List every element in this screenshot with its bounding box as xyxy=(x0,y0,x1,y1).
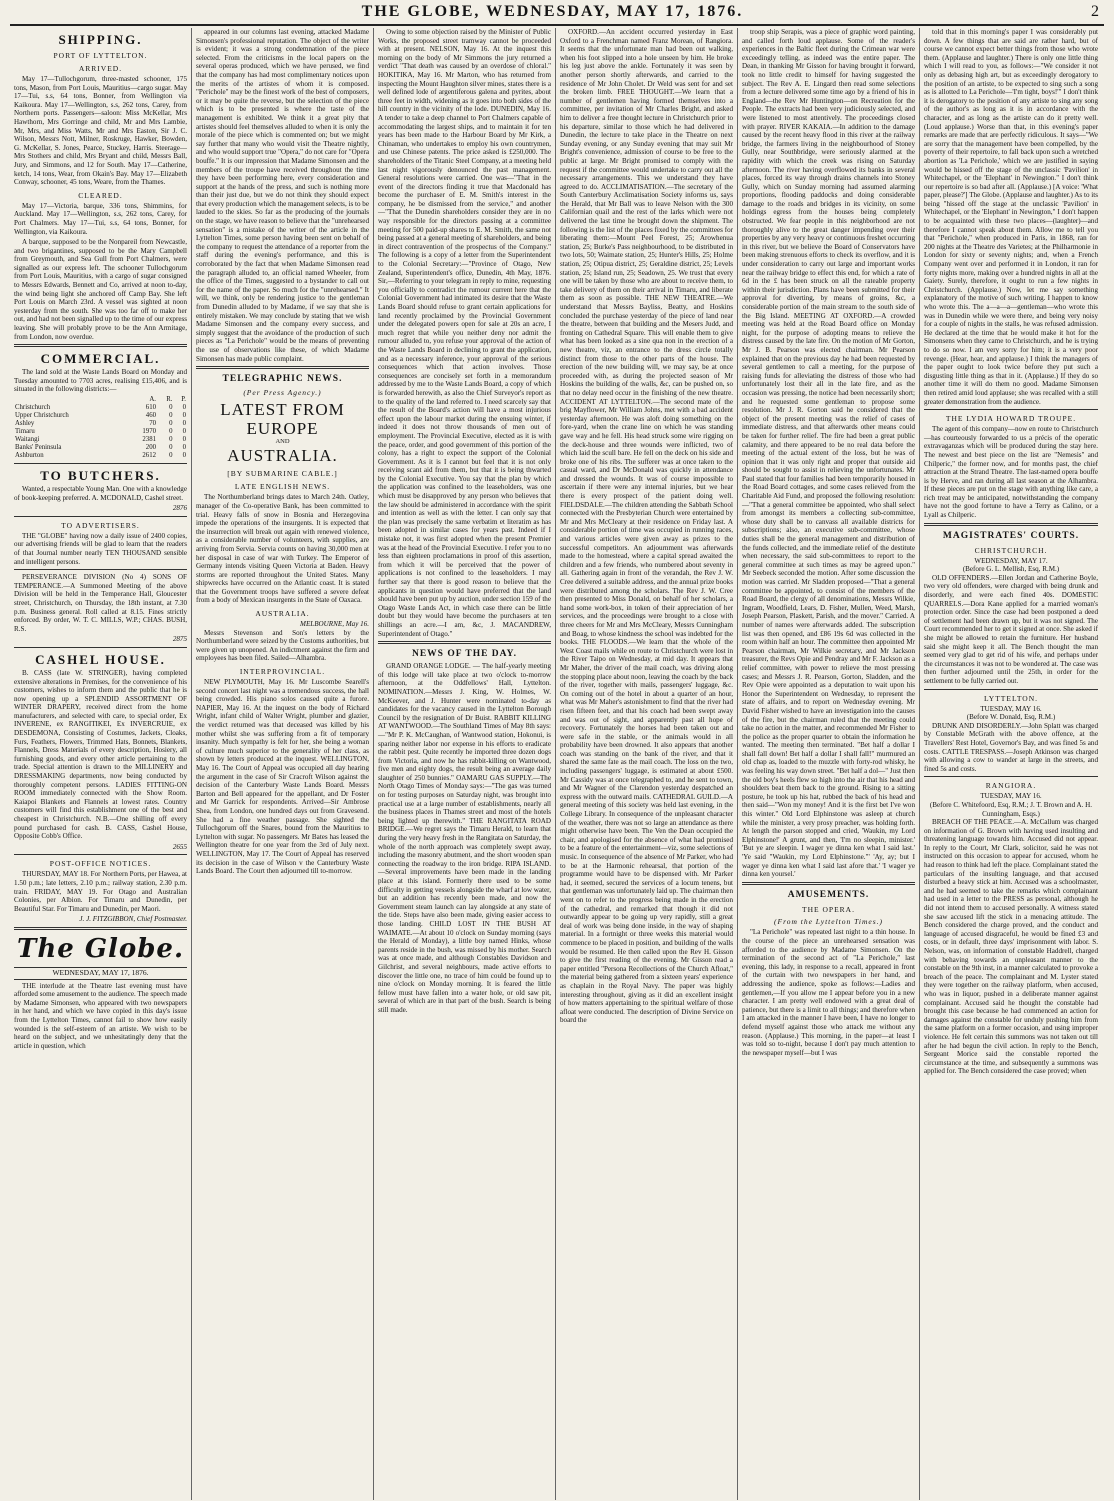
divider xyxy=(14,463,187,464)
land-table-head xyxy=(14,396,187,404)
cable-note: [BY SUBMARINE CABLE.] xyxy=(227,469,338,479)
table-row xyxy=(14,428,187,436)
page-number: 2 xyxy=(1090,3,1100,20)
divider xyxy=(924,689,1098,690)
column-5 xyxy=(738,28,920,1500)
columns xyxy=(10,28,1104,1500)
interprovincial-heading: INTERPROVINCIAL. xyxy=(239,667,326,677)
acreage-cell: 1970 xyxy=(142,428,156,435)
lyttelton-bench: (Before W. Donald, Esq, R.M.) xyxy=(966,713,1056,722)
lyttelton-heading: LYTTELTON. xyxy=(983,693,1039,703)
divider xyxy=(196,366,369,369)
butchers-heading: TO BUTCHERS. xyxy=(40,468,161,483)
masthead xyxy=(10,0,1104,26)
cashel-ad-number: 2655 xyxy=(172,842,187,851)
district-cell: Timaru xyxy=(15,428,35,435)
divider xyxy=(14,927,187,930)
advertisers-text: THE "GLOBE" having now a daily issue of 2400 copies, our advertising friends will be glad to learn that the readers of that Journal number nearly TEN THOUSAND sensible and intelligent persons. xyxy=(14,531,187,566)
and-label: AND xyxy=(275,437,290,445)
table-row xyxy=(14,412,187,420)
christchurch-bench: (Before G. L. Mellish, Esq, R.M.) xyxy=(962,565,1060,574)
column-1 xyxy=(10,28,192,1500)
cleared-text: May 17—Victoria, barque, 336 tons, Shimmins, for Auckland. May 17—Wellington, s.s, 262 tons, Carey, for Port Chalmers. May 17—Tui, s.s, 64 tons, Bonner, for Wellington, via Kaikoura. xyxy=(14,201,187,236)
interprovincial-text: NEW PLYMOUTH, May 16. Mr Luscombe Searell's second concert last night was a tremendous success, the hall being crowded. His piano solos caused quite a furore. NAPIER, May 16. At the inquest on the body of Richard Wright, infant child of Walter Wright, plumber and glazier, the verdict returned was that deceased was killed by his mother whilst she was suffering from a fit of temporary insanity. Much sympathy is felt for her, she being a woman of culture much superior to the generality of her class, as shown by letters produced at the inquest. WELLINGTON, May 16. The Court of Appeal was occupied all day hearing the argument in the case of Sir Cracroft Wilson against the decision of the Canterbury Waste Lands Board. Messrs Barton and Bell appeared for the appellant, and Dr Foster and Mr Garrick for respondents. Arrived—Sir Ambrose Shea, from London, one hundred days out from Gravesend. She had a fine weather passage. She sighted the Tullochgorum off the Snares, bound from the Mauritius to Lyttelton with sugar. No passengers. Mr Bates has leased the Wellington theatre for one year from the 3rd of July next. WELLINGTON, May 17. The Court of Appeal has reserved its decision in the case of Wilson v the Canterbury Waste Lands Board. The Court then adjourned till to-morrow. xyxy=(196,678,369,876)
rangiora-heading: RANGIORA. xyxy=(985,781,1037,791)
acreage-cell: 0 xyxy=(169,436,173,443)
district-cell: Banks' Peninsula xyxy=(15,444,62,451)
leader-text: THE interlude at the Theatre last evening must have afforded some amusement to the audience. The speech made by Madame Simonsen, who appeared with two newspapers in her hand, and which we have copied in this day's issue from the Lyttelton Times, cannot fail to show how easily wounded is the self-esteem of an artiste. We wish to be heard on the subject, and we unhesitatingly deny that the article in question, which xyxy=(14,981,187,1050)
column-2 xyxy=(192,28,374,1500)
divider xyxy=(924,523,1098,526)
butchers-text: Wanted, a respectable Young Man. One with a knowledge of book-keeping preferred. A. MCDONALD, Cashel street. xyxy=(14,485,187,502)
table-row xyxy=(14,444,187,452)
land-table-header-cell: P. xyxy=(181,396,186,403)
column-6 xyxy=(920,28,1102,1500)
acreage-cell: 0 xyxy=(169,420,173,427)
christchurch-date: WEDNESDAY, MAY 17. xyxy=(974,556,1048,565)
divider xyxy=(14,854,187,855)
acreage-cell: 0 xyxy=(169,412,173,419)
acreage-cell: 0 xyxy=(182,452,186,459)
lyttelton-date: TUESDAY, MAY 16. xyxy=(980,704,1042,713)
land-table-header-cell xyxy=(14,396,126,404)
cashel-text: B. CASS (late W. STRINGER), having completed extensive alterations in Premises, for the convenience of his customers, wishes to inform them and the public that he is now opening up a SPLENDID ASSORTMENT OF WINTER DRAPERY, received direct from the home manufacturers, and selected with care, to special order, Ex INVERENE, ex RANGITIKEI, Ex INVERCRUIE, ex DESDEMONA, Consisting of Costumes, Jackets, Cloaks, Furs, Feathers, Flowers, Trimmed Hats, Bonnets, Blankets, Flannels, Dress Materials of every description, Hosiery, all furnishing goods, and every other article pertaining to the trade. Special attention is drawn to the MILLINERY and DRESSMAKING departments, now being conducted by thoroughly competent persons. LADIES FITTING-ON ROOM immediately connected with the Show Room. Kaiapoi Blankets and Flannels at lowest rates. Country customers will find this establishment one of the best and cheapest in Christchurch. N.B.—One shilling off every pound purchased for cash. B. CASS, Cashel House, Opposite Cobb's Office. xyxy=(14,668,187,841)
troupe-text: The agent of this company—now en route to Christchurch—has courteously forwarded to us a précis of the operatic extravaganzas which will be produced during the stay here. The newest and best piece on the list are "Nemesis" and Chilperic," the former now, and for months past, the chief attraction at the Strand Theatre. The last-named opera bouffe is by Herve, and ran during all last season at the Alhambra. If these pieces are put on the stage with anything like care, a rich treat may be anticipated, notwithstanding the company have not the good fortune to have a Terry as Calino, or a Lyall as Chilperic. xyxy=(924,425,1098,520)
district-cell: Ashley xyxy=(15,420,35,427)
acreage-cell: 0 xyxy=(182,420,186,427)
shipping-note: A barque, supposed to be the Nonpareil from Newcastle, and two brigantines, supposed to be the Mary Campbell from Greymouth, and Sea Gull from Port Chalmers, were signalled as our express left. The schooner Tullochgorum from Port Louis, Mauritius, with a cargo of sugar consigned to Messrs Edwards, Bennett and Co, arrived at noon to-day, the wind being light she anchored off Camp Bay. She left Port Louis on March 23rd. A vessel was sighted at noon yesterday from the south. She was too far off to make her out, and had not been signalled up to the time of our express leaving. She will probably prove to be the Ann Armitage, from London, now overdue. xyxy=(14,238,187,341)
english-news-text: The Northumberland brings dates to March 24th. Oatley, manager of the Co-operative Bank, has been committed to trial. Heavy falls of snow in Bosnia and Herzegovina impede the operations of the insurgents. It is expected that the insurrection will break out again with renewed violence, as a considerable number of volunteers, with supplies, are arriving from Servia. Servia counts on having 30,000 men at her disposal in case of war with Turkey. The Emperor of Germany intends visiting Queen Victoria at Baden. Heavy storms are reported throughout the United States. Many shipwrecks have occurred on the Atlantic coast. It is stated that the Government troops have suffered a severe defeat from a body of Mexican insurgents in the State of Oaxaca. xyxy=(196,493,369,605)
rangiora-date: TUESDAY, MAY 16. xyxy=(980,792,1042,801)
perseverance-text: PERSEVERANCE DIVISION (No 4) SONS OF TEMPERANCE.—A Summoned Meeting of the above Division will be held in the Temperance Hall, Gloucester street, Christchurch, on Thursday, the 18th instant, at 7.30 p.m. Business general. Roll called at 8.15. Fines strictly enforced. By order, W. T. C. MILLS, W.P.; CHAS. BUSH, R.S. xyxy=(14,573,187,633)
acreage-cell: 0 xyxy=(182,436,186,443)
news-continued-2: troop ship Serapis, was a piece of graphic word painting, and called forth loud applause. Some of the reader's experiences in the Baltic fleet during the Crimean war were exceedingly telling, as indeed was the entire paper. The Dean, in thanking Mr Gisson for having brought it forward, took no little credit to himself for having suggested the subject. The Rev A. E. Lingard then read some selections from a lecture delivered some time ago by a friend of his in England—the Rev Mr Huntington—on Recreation for the People. The extracts had been very judiciously selected, and were listened to most attentively. The proceedings closed with prayer. RIVER KAKAIA.—In addition to the damage caused by the recent heavy flood in this river at the railway bridge, the farmers living in the neighbourhood of Stoney Gully, near Southbridge, were seriously alarmed at the rapidity with which the creek was rising on Saturday afternoon. The river having overflowed its banks in several places, forced its way through drains channels into Stoney Gully, which on Sunday morning had assumed alarming proportions, flooding paddocks and doing considerable damage to the roads and bridges in its vicinity, on some holdings egress from the houses being completely obstructed. We fear people in this neighborhood are not thoroughly alive to the great danger impending over their properties by any very heavy or continuous freshet occurring in this river, but we believe the Board of Conservators have been making strenuous efforts to check its overflow, and it is under consideration to carry out large and important works near the railway bridge to effect this end, for which a rate of 6d in the £ has been struck on all the rateable property within their jurisdiction. Plans have been submitted for their approval for diverting, by means of groins, &c, a considerable portion of the main stream to the south side of the Big Island. MEETING AT OXFORD.—A crowded meeting was held at the Road Board office on Monday night, for the purpose of adopting means to relieve the distress caused by the late fire. On the motion of Mr Gorton, Mr J. B. Pearson was elected chairman. Mr Pearson explained that on the previous day he had been requested by several gentlemen to call a meeting, for the purpose of raising funds for alleviating the distress of those who had unfortunately lost their all in the late fire, and as the occasion was pressing, the notice had been necessarily short; and he requested some gentleman to propose some resolution. Mr J. R. Gorton said he considered that the object of the present meeting was the relief of cases of immediate distress, and that afterwards other means could be taken for further relief. The fire had been a great public calamity, and there appeared to be no real data before the meeting of the actual extent of the loss, but he was of opinion that it was only right and proper that outside aid should be sought to assist in relieving the unfortunates. Mr Paul stated that four families had been temporarily housed in the Road Board cottages, and some cases relieved from the Charitable Aid Fund, and proposed the following resolution:—"That a general committee be appointed, who shall select from amongst its members a collecting sub-committee, whose duty shall be to canvass all available districts for subscriptions; also, an executive sub-committee, whose duties shall be the general management and distribution of the funds collected, and the immediate relief of the destitute when necessary, the said sub-committees to report to the general committee at such times as may be agreed upon." Mr Seebeck seconded the motion. After some discussion the motion was carried. Mr Sladden proposed—"That a general committee be appointed, to consist of the members of the Road Board, the clergy of all denominations, Messrs Wilkie, Ingram, Woodfield, Lears, D. Fisher, Mullen, Weed, Marsh, Joseph Pearson, Plaskett, Parish, and the mover." Carried. A number of names were afterwards added. The subscription list was then opened, and £86 19s 6d was collected in the room within half an hour. The committee then appointed Mr Pearson chairman, Mr Wilkie secretary, and Mr Jackson treasurer, the Revs Opie and Pendray and Mr F. Jackson as a relief committee, with power to relieve the most pressing cases; and Messrs J. R. Pearson, Gorton, Sladden, and the Rev Opie were appointed as a deputation to wait upon his Honor the Superintendent on Wednesday, to represent the state of affairs, and to report on Wednesday evening. Mr David Fisher wished to have an investigation into the causes of the fire, but the chairman ruled that the meeting could take no action in the matter, and recommended Mr Fisher to the police as the proper quarter to obtain the information he wanted. The meeting then terminated. "Bet half a dollar I shall fall down! Bet half a dollar I shall fall!" murmured an old chap as, loaded to the muzzle with forty-rod whisky, he was feeling his way down street. "Bet half a dol—" Just then the old boy's heels flew so high into the air that his head and shoulders beat them back to the ground. Rising to a sitting posture, he took up his hat, rubbed the back of his head and then said—"Won my money! And it is the first bet I've won this winter." Old Lord Elphinstone was asleep at church while the minister, a very prosy preacher, was holding forth. At length the parson stopped and cried, 'Waukin, my Lord Elphinstone!' A grunt, and then, 'I'm no sleepin, minister.' 'But ye are sleepin. I wager ye dinna ken what I said last.' 'Ye said "Waukin, my Lord Elphinstone."' 'Ay, ay; but I wager ye dinna ken what I said last afore that.' 'I wager ye dinna ken yoursel.' xyxy=(742,28,915,879)
land-table-header-cell: A. xyxy=(149,396,156,403)
divider xyxy=(14,647,187,648)
leader-continued: appeared in our columns last evening, attacked Madame Simonsen's professional reputation. The object of the writer is evident; it was a strong condemnation of the piece selected. From the criticisms in the local papers on the several operas produced, which we have perused, we find that the company has had most complimentary notices upon the merits of the artistes of whom it is composed. "Perichole" may be the finest work of the best of composers, or it may be quite the reverse, but the selection of the piece which is to be presented is where the taste of the management is exhibited. We think it a great pity that artistes should feel themselves alluded to when it is only the morale of the piece which is commented on; but we might say further that many who would visit the Theatre nightly, and who would support true "Opera," do not care for "Opera bouffe." It is our impression that Madame Simonsen and the members of the troupe have received throughout the time they have been performing here, every consideration and support at the hands of the press, and such is nothing more than their just due, but we do not think they should expect that every production which the management selects, is to be lauded to the skies. So far as the producing of the journals on the stage, we have reason to believe that the "unrehearsed sensation" is a mistake of the writer of the article in the Lyttelton Times, some person having been sent on behalf of the company to request the attendance of a reporter from the staff during the evening's performance, and this is corroborated by the fact that when Madame Simonsen read the paragraph alluded to, an official named Wheeler, from the office of the Times, suggested to a bystander to call out for the name of the paper. So much for the "unrehearsed." It will, we think, only be rendering justice to the gentleman from Dunedin alluded to by Madame, if we say that she is entirely mistaken. We may conclude by stating that we wish Madame Simonsen and the company every success, and simply suggest that the avoidance of the production of such pieces as "La Perichole" would be the means of preventing the use of observations like these, of which Madame Simonsen has made public complaint. xyxy=(196,28,369,363)
rangiora-bench: (Before C. Whitefoord, Esq, R.M.; J. T. Brown and A. H. Cunningham, Esqs.) xyxy=(929,800,1093,818)
district-cell: Upper Christchurch xyxy=(15,412,69,419)
christchurch-text: OLD OFFENDERS.—Ellen Jordan and Catherine Boyle, two very old offenders, were charged with being drunk and disorderly, and were each fined 40s. DOMESTIC QUARRELS.—Dora Kane applied for a married woman's protection order. Since the case had been postponed a deed of settlement had been drawn up, but it was not signed. The Court recommended her to get it signed at once. She asked if she might be allowed to retain the furniture. Her husband said she might keep it all. The Bench thought the man seemed very glad to get rid of his wife, and perhaps under the circumstances it was not to be wondered at. The case was then further adjourned until the 25th, in order for the settlement to be fully carried out. xyxy=(924,573,1098,685)
district-cell: Waitangi xyxy=(15,436,40,443)
opera-heading: THE OPERA. xyxy=(802,904,855,914)
cleared-label: CLEARED. xyxy=(78,190,123,200)
acreage-cell: 70 xyxy=(149,420,156,427)
troupe-heading: THE LYDIA HOWARD TROUPE. xyxy=(945,414,1077,424)
telegraphic-heading: TELEGRAPHIC NEWS. xyxy=(222,374,343,385)
divider xyxy=(924,776,1098,777)
news-of-day-heading: NEWS OF THE DAY. xyxy=(411,649,518,660)
advertisers-heading: TO ADVERTISERS. xyxy=(61,520,140,530)
latest-europe-heading: LATEST FROM EUROPE xyxy=(220,399,345,438)
melbourne-dateline: MELBOURNE, May 16. xyxy=(300,620,369,629)
column-4 xyxy=(556,28,738,1500)
acreage-cell: 0 xyxy=(169,452,173,459)
acreage-cell: 610 xyxy=(145,404,156,411)
acreage-cell: 200 xyxy=(145,444,156,451)
divider xyxy=(14,569,187,570)
lyttelton-text: DRUNK AND DISORDERLY.—John Splatt was charged by Constable McGrath with the above offence, at the Travellers' Rest Hotel, Governor's Bay, and was fined 5s and costs. CATTLE TRESPASS.—Joseph Atkinson was charged with allowing a cow to wander at large in the streets, and fined 5s and costs. xyxy=(924,721,1098,773)
telegraphic-source: (Per Press Agency.) xyxy=(243,388,322,398)
port-heading: PORT OF LYTTELTON. xyxy=(53,51,148,60)
acreage-cell: 0 xyxy=(169,428,173,435)
interprovincial-continued: Owing to some objection raised by the Minister of Public Works, the proposed street tramway cannot be proceeded with at present. NELSON, May 16. At the inquest this morning on the body of Mr Simmons the jury returned a verdict "That death was caused by an overdose of chloral." HOKITIKA, May 16. Mr Marton, who has returned from inspecting the Mount Haughton silver mines, states there is a well defined lode of argentiferous galena and pyrites, about three feet in width, widening as it goes into both sides of the hill country in the vicinity of the lode. DUNEDIN, May 16. A tender to take a deep channel to Port Chalmers capable of accommodating the largest ships, and to maintain it for ten years has been made to the Harbour Board by Mr Kirk, a Chinaman, who undertakes to employ his own countrymen, and use Chinese patents. The price asked is £250,000. The shareholders of the Titanic Steel Company, at a meeting held last night vigorously denounced the past management. General resolutions were carried. One was—"That in the event of the directors finding it true that Macdonald has become the purchaser of E. M. Smith's interest in the company, he be dismissed from the service," and another—"That the Dunedin shareholders consider they are in no way responsible for the directors passing at a committee meeting for 500 paid-up shares to E. M. Smith, the same not being passed at a general meeting of shareholders, and being in direct contravention of the prospectus of the Company." The following is a copy of a letter from the Superintendent to the Colonial Secretary:—"Province of Otago, New Zealand, Superintendent's office, Dunedin, 4th May, 1876. Sir,—Referring to your telegram in reply to mine, requesting you officially to contradict the rumour current here that the Colonial Government had intimated its desire that the Waste Lands Board should refuse to grant certain applications for land recently proclaimed by the Provincial Government under the delegated powers open for sale at 20s an acre, I much regret that while you neither deny nor admit the rumour alluded to, you refuse your approval of the action of the Waste Lands Board in declining to grant the application, and as a necessary inference, your approval of the serious consequences which that action involves. Those consequences are concisely set forth in a memorandum addressed by me to the Waste Lands Board, a copy of which is forwarded herewith, as also the Chief Surveyor's report as to the quality of the land referred to. I need scarcely say that the result of the Board's action will have a most injurious effect upon the labour market during the ensuing winter, if indeed it does not throw thousands of men out of employment. The Provincial Executive, elected as it is with the peace, order, and good government of this portion of the colony, has a right to expect the support of the Colonial Government. As it is I cannot but feel that it is not only receiving scant aid from them, but that it is being thwarted by the Colonial Executive. You say that the plan by which the application was confined to the leaseholders, was one which must be disapproved by any person who believes that the law should be administered in accordance with the spirit and intention as well as with the letter. I can only say that the plan was precisely the same verbatim et literatim as has been adopted in similar cases for years past. Indeed if I mistake not, it was first adopted when the present Premier was at the head of the Provincial Executive. I refer you to no less than eighteen proclamations in proof of this assertion, from which it will be perceived that the power of applications is not confined to the leaseholders. I may further say that there is good reason to believe that the applicants in question would have preferred that the land should have been put up by auction, under section 159 of the Otago Waste Lands Act, in which case there can be little doubt but they would have become the purchasers at ten shillings an acre.—I am, &c, J. MACANDREW, Superintendent of Otago." xyxy=(378,28,551,638)
divider xyxy=(924,409,1098,410)
postoffice-text: THURSDAY, MAY 18. For Northern Ports, per Hawea, at 1.50 p.m.; late letters, 2.10 p.m.; railway station, 2.30 p.m. train. FRIDAY, MAY 19. For Otago and Australian Colonies, per Albion. For Timaru and Dunedin, per Beautiful Star. For Timaru and Dunedin, per Maori. xyxy=(14,870,187,913)
table-row xyxy=(14,436,187,444)
commercial-heading: COMMERCIAL. xyxy=(40,351,161,367)
acreage-cell: 2381 xyxy=(142,436,156,443)
australia-big-heading: AUSTRALIA. xyxy=(227,446,338,466)
cashel-heading: CASHEL HOUSE. xyxy=(35,651,166,667)
table-row xyxy=(14,420,187,428)
amusements-heading: AMUSEMENTS. xyxy=(787,889,870,900)
postoffice-heading: POST-OFFICE NOTICES. xyxy=(49,859,152,869)
rangiora-text: BREACH OF THE PEACE.—A. McCallum was charged on information of G. Brown with having used insulting and threatening language towards him. Accused did not appear. In reply to the Court, Mr Clark, solicitor, said he was not instructed on this occasion to appear for accused, whom he had reason to think had left the place. Complainant stated the particulars of the insulting language, and that accused disturbed a heavy stick at him. Accused was a schoolmaster, and he had seemed to take the remarks which complainant had used in a letter to the PRESS as personal, although he did not intend them to accused personally. A witness stated she saw accused lift the stick in a menacing attitude. The Bench considered the charge proved, and the conduct and language of accused disgraceful, he would be fined £3 and costs, or in default, three days' imprisonment with labor. S. Nelson, was, on information of constable Haddrell, charged with behaving towards an unpleasant manner to the constable on the 9th inst, in a manner calculated to provoke a breach of the peace. The complainant and M. Lyster stated they were together on the railway platform, when accused, who was in liquor, pushed in a deliberate manner against complainant. Accused said he thought the constable had brought this case because he had commenced an action for damages against the constable for unduly pushing him from the same platform on a former occasion, and using improper violence. He felt certain this summons was not taken out till after he had begun the civil action. In reply to the Bench, Sergeant Morice said the constable reported the circumstance at the time, and subsequently a summons was applied for. The Bench considered the case proved; when xyxy=(924,818,1098,1076)
christchurch-heading: CHRISTCHURCH. xyxy=(974,545,1048,555)
table-row xyxy=(14,452,187,460)
commercial-intro: The land sold at the Waste Lands Board on Monday and Tuesday amounted to 7703 acres, realising £15,406, and is situated in the following districts:— xyxy=(14,368,187,394)
acreage-cell: 2612 xyxy=(142,452,156,459)
masthead-title: THE GLOBE, WEDNESDAY, MAY 17, 1876. xyxy=(361,3,744,20)
news-of-day-text: GRAND ORANGE LODGE. — The half-yearly meeting of this lodge will take place at two o'clock to-morrow afternoon, at the Oddfellows' Hall, Lyttelton. NOMINATION.—Messrs J. King, W. Holmes, W. McKeever, and J. Hunter were nominated to-day as candidates for the vacancy caused in the Lyttelton Borough Council by the resignation of Dr Buist. RABBIT KILLING AT WANTWOOD.—The Southland Times of May 8th says:—"Mr P. K. McCaughan, of Wantwood station, Hokonui, is sparing neither labor nor expense in his efforts to eradicate the rabbit pest. Quite recently he imported three dozen dogs from Victoria, and now he has rabbit-killing on Wantwood, five men and eighty dogs, the result being an average daily slaughter of 250 bunnies." OAMARU GAS SUPPLY.—The North Otago Times of Monday says:—"The gas was turned on for testing purposes on Saturday night, was brought into practical use at a large number of establishments, nearly all the business places in Thames street and most of the hotels being lighted up therewith." THE RANGITATA ROAD BRIDGE.—We regret says the Timaru Herald, to learn that during the very heavy fresh in the Rangitata on Saturday, the whole of the north approach was completely swept away, including the masonry abutment, and the short wooden span connecting the roadway to the iron bridge. RIPA ISLAND.—Several improvements have been made in the landing place at this island. Formerly there used to be some difficulty in getting vessels alongside the wharf at low water, but an addition has recently been made, and now the Government steam launch can lay alongside at any state of the tide. Steps have also been made, giving easier access to those landing. CHILD LOST IN THE BUSH AT WAIMATE.—At about 10 o'clock on Sunday morning (says the Herald of Monday), a little boy named Hinks, whose parents reside in the bush, was missed by his mother. Search was at once made, and although Constables Davidson and Gilchrist, and several neighbours, made active efforts to discover the little one, no trace of him could be found up to nine o'clock on Monday morning. It is feared the little fellow must have fallen into a water hole, or old saw pit, several of which are in that part of the bush. Search is being still made. xyxy=(378,662,551,1014)
acreage-cell: 0 xyxy=(182,412,186,419)
column-3 xyxy=(374,28,556,1500)
acreage-cell: 0 xyxy=(182,444,186,451)
dateline: WEDNESDAY, MAY 17, 1876. xyxy=(14,967,187,980)
district-cell: Christchurch xyxy=(15,404,51,411)
news-continued: OXFORD.—An accident occurred yesterday in East Oxford to a Frenchman named Franz Morean, of Rangiora. It seems that the unfortunate man had been out walking, when his foot slipped into a hole unseen by him. He broke his leg just above the ankle. Fortunately it was seen by another person shortly afterwards, and carried to the residence of Mr John Cholet. Dr Weld was sent for and set the broken limb. FREE THOUGHT.—We learn that a number of gentlemen having formed themselves into a committee, per invitation of Mr Charles Bright, and asked him to deliver a free thought lecture in Christchurch prior to his departure, similar to those which he had delivered in Dunedin, the lecture to take place in the Theatre on next Sunday evening, or any Sunday evening that may suit Mr Bright's convenience, admission of course to be free to the public at large. Mr Bright promised to comply with the request if the committee would undertake to carry out all the necessary arrangements. This we understand they have agreed to do. ACCLIMATISATION.—The secretary of the South Canterbury Acclimatisation Society informs us, says the Herald, that Mr Ball was to leave Nelson with the 300 Californian quail and the rest of the larks which were not delivered the last time he brought down the shipment. The following is the list of the places fixed by the committees for liberating them:—Mount Peel Forest, 25; Arowhenua station, 25; Burke's Pass neighbourhood, to be distributed in two lots, 50; Waimate station, 25; Hunter's Hills, 25; Holme station, 25; Otipua district, 25; Geraldine district, 25; Levels station, 25; Island run, 25; Seadown, 25. We trust that every one will be taken by those who are about to receive them, to take delivery of them on their arrival in Timaru, and liberate them as soon as possible. THE NEW THEATRE.—We understand that Messrs Bayliss, Beatty, and Hoskins concluded the purchase yesterday of the piece of land near the theatre, between that building and the Mesers Judd, and fronting on Cathedral Square. This will enable them to give what has been looked as a sine qua non in the erection of a new theatre, viz, an entrance to the dress circle totally distinct from those to the other parts of the house. The erection of the new building will, we may say, be at once proceeded with, as during the projected season of Mr Hoskins the building of the walls, &c, can be pushed on, so that no delay need occur in the finishing of the new theatre. ACCIDENT AT LYTTELTON.—The second mate of the brig Mayflower, Mr William Johns, met with a bad accident yesterday afternoon. He was aloft doing something on the fore-yard, when the crane line on which he was standing gave way and he fell. His head struck some wire rigging on the deck-house and three wounds were inflicted, two of which laid the scull bare. He fell on the deck on his side and broke one of his ribs. The sufferer was at once taken to the casual ward, and Dr McDonald was quickly in attendance and dressed the wounds. It was of course impossible to ascertain if there were any internal injuries, but we hear there is every prospect of the patient doing well. FIELDSDALE.—The children attending the Sabbath School connected with the Presbyterian Church were entertained by Mr and Mrs McCleary at their residence on Friday last. A considerable portion of time was occupied in running races, and various articles were given away as prizes to the successful competitors. An adjournment was afterwards made to the homestead, where a capital spread awaited the children and a few friends, who numbered about seventy in all. Gathering again in front of the verandah, the Rev J. W. Cree delivered a suitable address, and the annual prize books were distributed among the scholars. The Rev J. W. Cree then presented to Miss Donald, on behalf of her scholars, a hand some work-box, in token of their appreciation of her services, and the proceedings were brought to a close with three cheers for Mr and Mrs McCleary, Messrs Cunningham and Boag, to whose kindness the school was indebted for the books. THE FLOODS.—We learn that the whole of the West Coast mails while en route to Christchurch were lost in the River Taipo on Wednesday, at mid day. It appears that Mr Maher, the driver of the mail coach, was driving along the stopping place about noon, leaving the coach by the back of the river, together with mails, passengers' luggage, &c. On coming out of the hotel in about a quarter of an hour, what was Mr Maher's astonishment to find that the river had risen fifteen feet, and that his coach had been swept away and was out of sight, and apparently past all hope of recovery. Fortunately the horses had been taken out and were safe in the stable, or the animals would in all probability have been drowned. It also appears that another coach was standing on the bank of the river, and that it shared the same fate as the mail coach. The loss on the two, including passengers' luggage, is estimated at about £500. Mr Cassidy was at once telegraphed to, and he sent to town, and Mr Wagner of the Clarendon yesterday despatched an express with the outward mails. CATHEDRAL GUILD.—A general meeting of this society was held last evening, in the College Library. In consequence of the unpleasant character of the weather, there was not so large an attendance as there might otherwise have been. The Ven the Dean occupied the chair, and apologised for the absence of what had promised to be a feature of the entertainment—viz, some selections of music. In consequence of the absence of Mr Parker, who had to be at the Harmonic rehearsal, that portion of the programme would have to be dispensed with. Mr Parker had, it seemed, secured the services of a locum tenens, but that gentleman was unfortunately laid up. The chairman then went on to refer to the progress being made in the erection of the cathedral, and remarked that though it did not outwardly appear to be going up very rapidly, still a great deal of work was being done inside, in the way of shaping material. In a fortnight or three weeks this material would commence to be placed in position, and building of the walls would be resumed. He then called upon the Rev H. Gisson to give the first reading of the evening. Mr Gisson read a paper entitled "Persona Recollections of the Church Afloat," the material being gathered from a sixteen years' experience as chaplain in the Royal Navy. The paper was highly interesting throughout, giving as it did an excellent insight of how matters appertaining to the spiritual welfare of those afloat were conducted. The description of Divine Service on board the xyxy=(560,28,733,1025)
opera-continued: told that in this morning's paper I was considerably put down. A few things that are said are rather hard, but of course we cannot expect better things from those who wrote them. (Applause and laughter.) There is only one little thing which I will read to you, as follows:—"We consider it not only as debasing high art, but as exceedingly derogatory to the position of an artiste, to be expected to sing such a song as is allotted to La Perichole—'I'm tight, boys!'" I don't think it is derogatory to the position of any artiste to sing any song of the author's as long as it is in accordance with the character, and as long as the artiste can do it pretty well. (Loud applause.) Worse than that, in this evening's paper remarks are made that are perfectly ridiculous. It says—"We are sorry that the management have been compelled, by the poverty of their repertoire, to fall back upon such a wretched abortion as 'La Perichole,' which we are justified in saying would be hissed off the stage of the unclassic 'Pavilion' in Whitechapel, or the 'Elephant' in Newington." I don't think our repertoire is so bad after all. (Applause.) [A voice: 'What paper, please?'] The Globe. (Applause and laughter.) As to its being "hissed off the stage at the unclassic 'Pavilion' in Whitechapel, or the 'Elephant' in Newington," I don't happen to be acquainted with these two places—(laughter)—and therefore I cannot speak about them. Allow me to tell you that "Perichole," when produced in Paris, in 1868, ran for 200 nights at the Theatre des Varietes; at the Philharmonie in London for sixty or seventy nights; and, when a French Company went over and performed it in London, it ran for forty nights more, making over a hundred nights in all at the Gaiety. Surely, therefore, it ought to run a few nights in Christchurch. (Applause.) Now, let me say something explanatory of the motive of such writing. I happen to know who wrote this. The a—a—a—gentleman—who wrote this was in Dunedin while we were there, and being very noisy for a couple of nights in the stalls, he was refused admission. He declared at the time that he would make it hot for the Simonsens when they came to Christchurch, and he is trying to do so now. I am very sorry for him; it is a very poor revenge. (Hear, hear, and applause.) I think the managers of the paper ought to look twice before they put such a disgusting little thing as that in it. (Applause.) If they do so another time it will do them no good. Madame Simonsen then retired amid loud applause; she was recalled with a still greater demonstration from the audience. xyxy=(924,28,1098,406)
postoffice-signature: J. J. FITZGIBBON, Chief Postmaster. xyxy=(79,915,187,924)
perseverance-ad-number: 2875 xyxy=(172,635,187,644)
acreage-cell: 0 xyxy=(169,404,173,411)
arrived-text: May 17—Tullochgorum, three-masted schooner, 175 tons, Mason, from Port Louis, Mauritius—cargo sugar. May 17—Tui, s.s, 64 tons, Bonner, from Wellington via Kaikoura. May 17—Wellington, s.s, 262 tons, Carey, from Northern ports. Passengers—saloon: Miss McKellar, Mrs Hawthorn, Mrs Gorringe and child, Mr and Mrs Lambie, Mr, Mrs, and Miss Watts, Mr and Mrs Easton, Sir J. C. Wilson, Messrs Nott, Milner, Roskruge, Hawker, Bowden, G. McKellar, S. Jones, Pearce, Stuckey, Harris. Steerage—Mrs Stothers and child, Mrs Bryant and child, Messrs Ball, Jury, and Simmons, and 12 for South. May 17—Catherine, ketch, 14 tons, Wear, from Okain's Bay. May 17—Elizabeth Conway, schooner, 45 tons, Weare, from the Thames. xyxy=(14,75,187,187)
magistrates-heading: MAGISTRATES' COURTS. xyxy=(942,530,1080,541)
land-table xyxy=(14,396,187,460)
australia-subheading: AUSTRALIA. xyxy=(255,609,310,619)
opera-source: (From the Lyttelton Times.) xyxy=(774,916,883,926)
land-table-header-cell: R. xyxy=(166,396,173,403)
globe-title: The Globe. xyxy=(16,933,185,964)
acreage-cell: 460 xyxy=(145,412,156,419)
divider xyxy=(378,641,551,644)
divider xyxy=(14,344,187,347)
shipping-heading: SHIPPING. xyxy=(58,32,143,47)
acreage-cell: 0 xyxy=(182,428,186,435)
late-english-heading: LATE ENGLISH NEWS. xyxy=(234,482,331,492)
district-cell: Ashburton xyxy=(15,452,44,459)
divider xyxy=(742,882,915,885)
acreage-cell: 0 xyxy=(169,444,173,451)
table-row xyxy=(14,404,187,412)
acreage-cell: 0 xyxy=(182,404,186,411)
butchers-ad-number: 2876 xyxy=(172,504,187,513)
melbourne-text: Messrs Stevenson and Son's letters by the Northumberland were seized by the Customs authorities, but were given up unopened. An indictment against the firm and employees has been filed. Sailed—Alhambra. xyxy=(196,628,369,663)
divider xyxy=(14,516,187,517)
land-table-body xyxy=(14,404,187,460)
arrived-label: ARRIVED. xyxy=(78,64,123,73)
opera-text: "La Perichole" was repeated last night to a thin house. In the course of the piece an unrehearsed sensation was afforded to the audience by Madame Simonsen. On the termination of the second act of "La Perichole," last evening, this lady, in response to a recall, appeared in front of the curtain with two newspapers in her hand, and addressing the audience, spoke as follows:—Ladies and gentlemen,—If you allow me I appear before you in a new character. I am pretty well endowed with a great deal of patience, but there is a limit to all things; and therefore when I am attacked in the manner I have been, I have no longer to defend myself against those who attack me without any reason. (Applause.) This morning, in the paper—at least I was told so to-night, because I don't pay much attention to the newspaper myself—but I was xyxy=(742,928,915,1057)
